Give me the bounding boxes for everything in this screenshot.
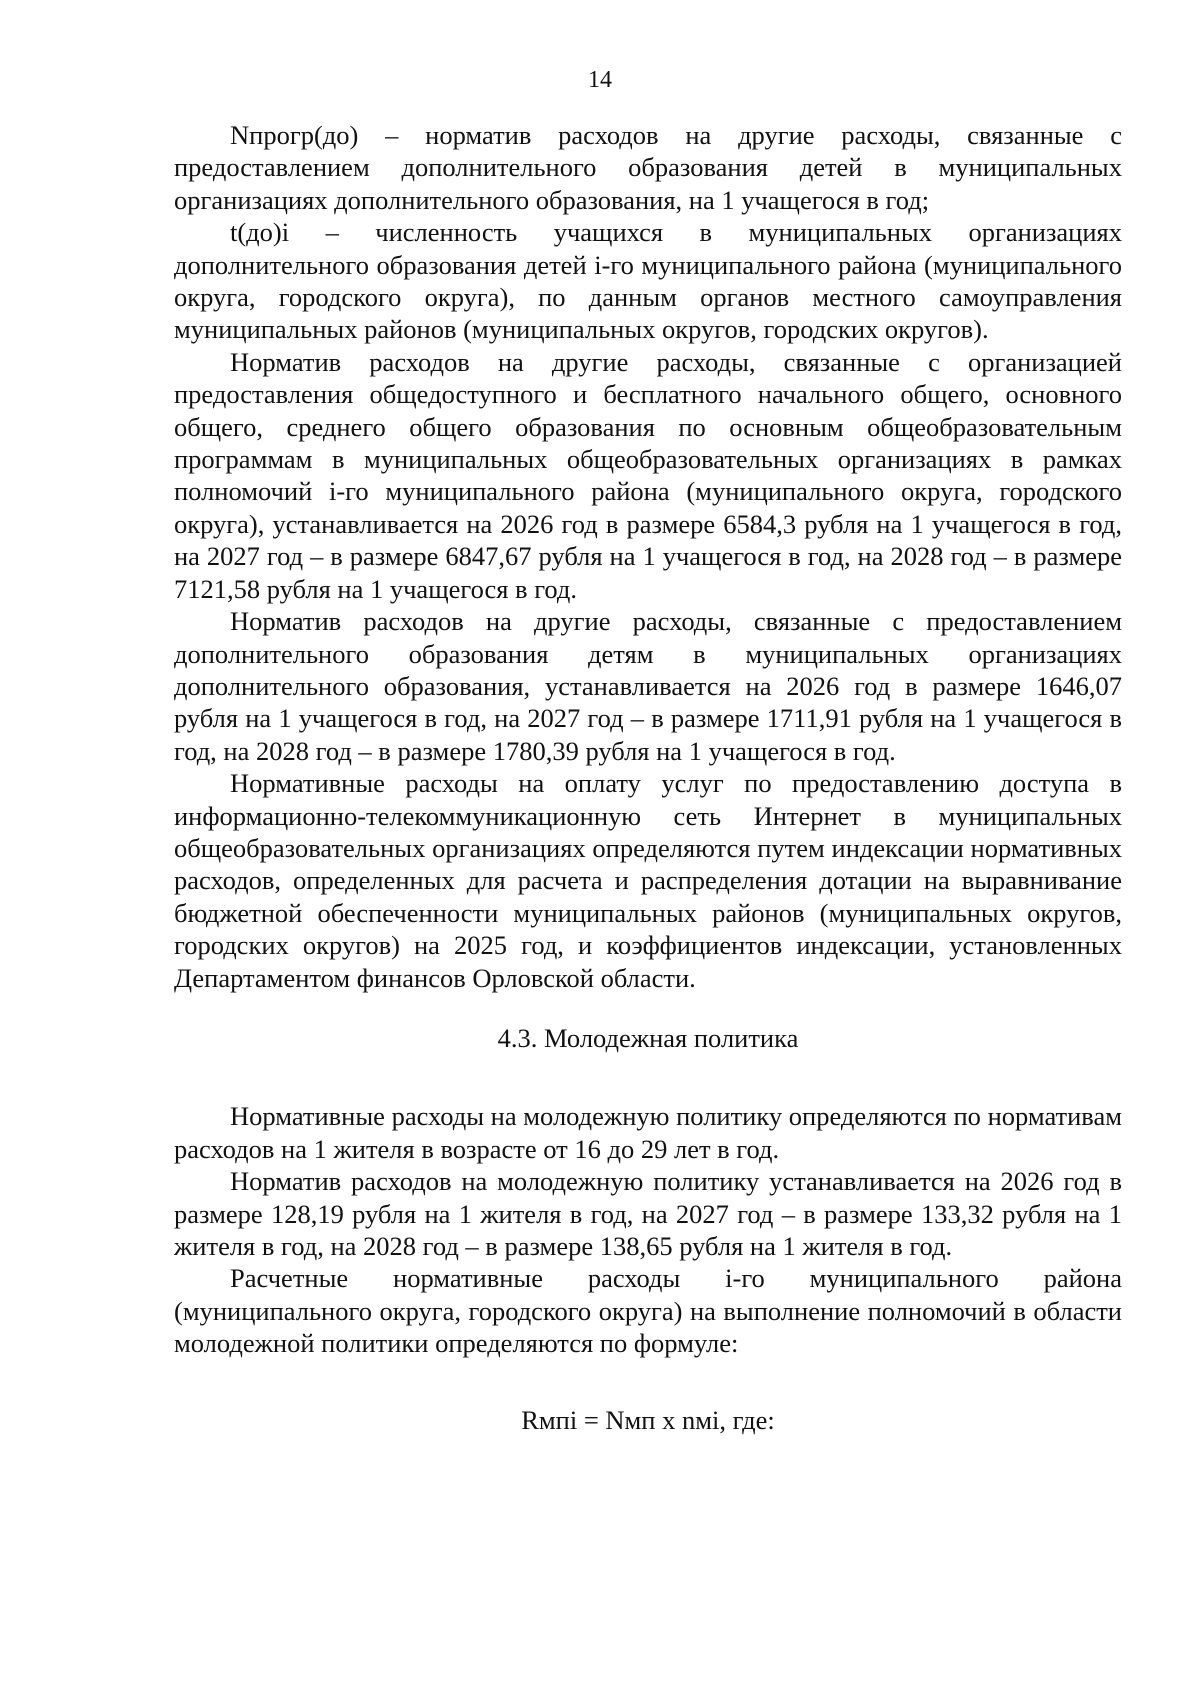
formula: Rмпi = Nмп x nмi, где: bbox=[521, 1404, 775, 1435]
paragraph-additional-education-norm: Норматив расходов на другие расходы, связанные с предоставлением дополнительного образования детям в муниципальных организациях дополнительного образования, устанавливается на 2026 год в размере 1646,07 рубля на 1 учащегося в год, на 2027 год – в размере 1711,91 рубля на 1 учащегося в год, на 2028 год – в размере 1780,39 рубля на 1 учащегося в год. bbox=[174, 606, 1122, 766]
paragraph-student-count-definition: t(до)i – численность учащихся в муниципальных организациях дополнительного образования детей i-го муниципального района (муниципального округа, городского округа), по данным органов местного самоуправления муниципальных районов (муниципальных округов, городских округов). bbox=[174, 217, 1122, 345]
page-number: 14 bbox=[588, 67, 612, 93]
paragraph-internet-access-norm: Нормативные расходы на оплату услуг по предоставлению доступа в информационно-телекоммуникационную сеть Интернет в муниципальных общеобразовательных организациях определяются путем индексации нормативных расходов, определенных для расчета и распределения дотации на выравнивание бюджетной обеспеченности муниципальных районов (муниципальных округов, городских округов) на 2025 год, и коэффициентов индексации, установленных Департаментом финансов Орловской области. bbox=[174, 768, 1122, 993]
document-body bbox=[174, 119, 1122, 1436]
section-heading: 4.3. Молодежная политика bbox=[497, 1022, 799, 1053]
paragraph-youth-policy-formula-intro: Расчетные нормативные расходы i-го муниципального района (муниципального округа, городского округа) на выполнение полномочий в области молодежной политики определяются по формуле: bbox=[174, 1263, 1122, 1359]
paragraph-norm-definition: Nпрогр(до) – норматив расходов на другие расходы, связанные с предоставлением дополнительного образования детей в муниципальных организациях дополнительного образования, на 1 учащегося в год; bbox=[174, 120, 1122, 215]
paragraph-general-education-norm: Норматив расходов на другие расходы, связанные с организацией предоставления общедоступного и бесплатного начального общего, основного общего, среднего общего образования по основным общеобразовательным программам в муниципальных общеобразовательных организациях в рамках полномочий i-го муниципального района (муниципального округа, городского округа), устанавливается на 2026 год в размере 6584,3 рубля на 1 учащегося в год, на 2027 год – в размере 6847,67 рубля на 1 учащегося в год, на 2028 год – в размере 7121,58 рубля на 1 учащегося в год. bbox=[174, 346, 1122, 604]
paragraph-youth-policy-norm: Норматив расходов на молодежную политику устанавливается на 2026 год в размере 128,19 рубля на 1 жителя в год, на 2027 год – в размере 133,32 рубля на 1 жителя в год, на 2028 год – в размере 138,65 рубля на 1 жителя в год. bbox=[174, 1166, 1122, 1261]
paragraph-youth-policy-intro: Нормативные расходы на молодежную политику определяются по нормативам расходов на 1 жителя в возрасте от 16 до 29 лет в год. bbox=[174, 1101, 1122, 1164]
